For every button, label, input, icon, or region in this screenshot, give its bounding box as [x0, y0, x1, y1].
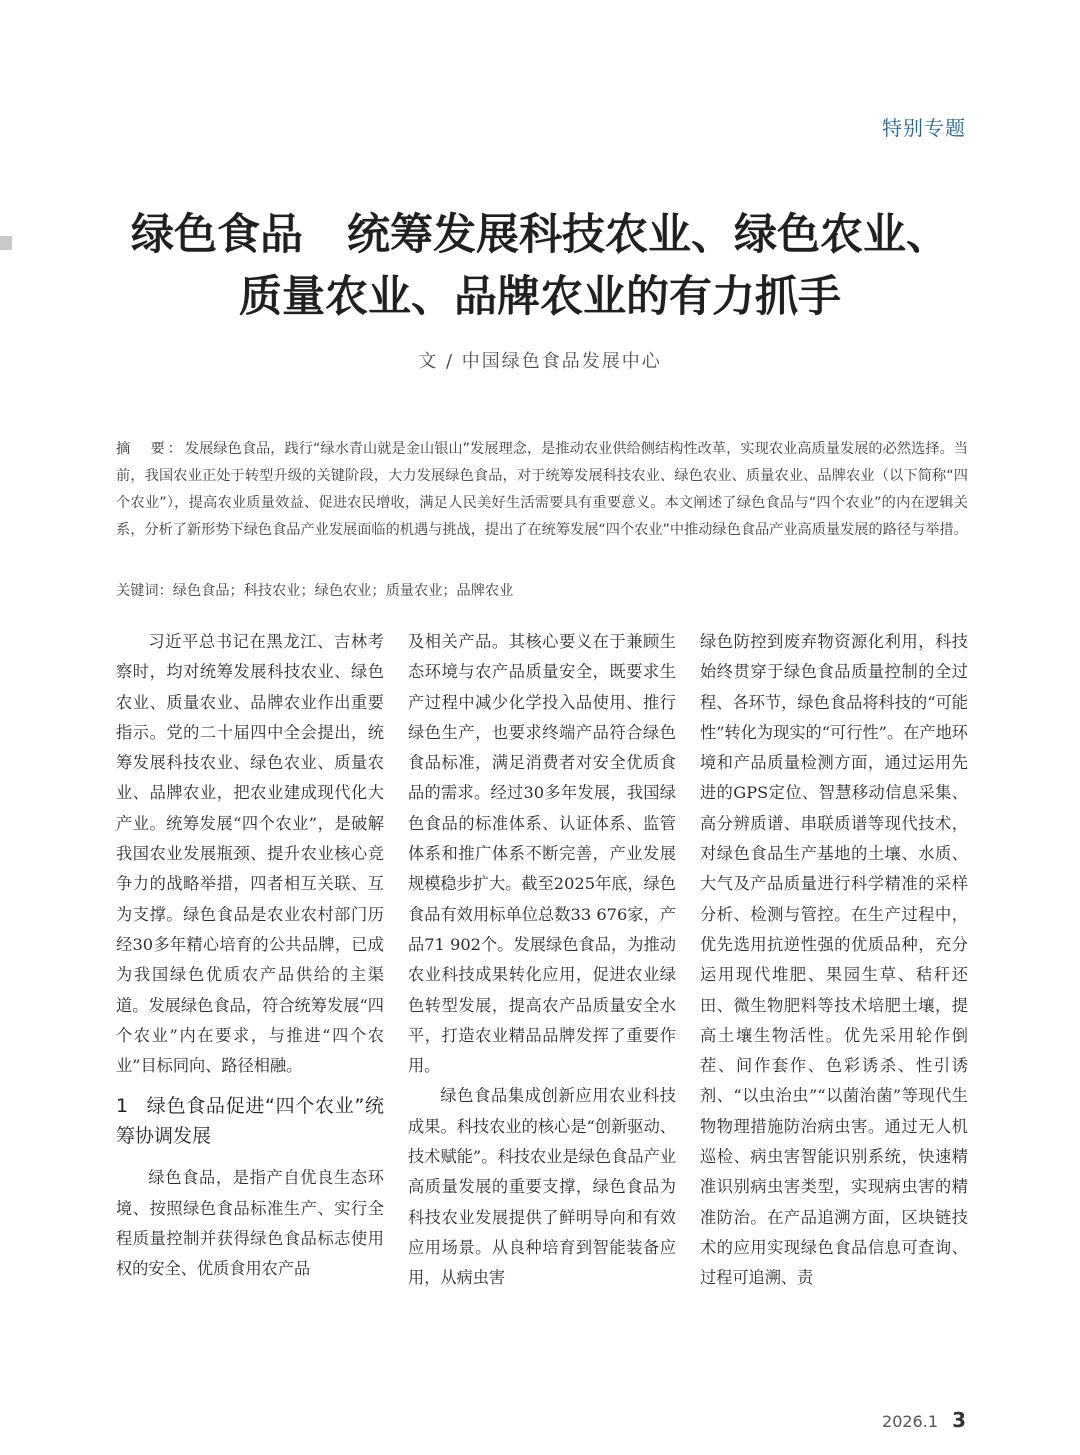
title-lead: 绿色食品	[131, 210, 303, 260]
paragraph: 绿色食品，是指产自优良生态环境、按照绿色食品标准生产、实行全程质量控制并获得绿色食品标志使用权的安全、优质食用农产品	[116, 1168, 384, 1279]
paragraph: 习近平总书记在黑龙江、吉林考察时，均对统筹发展科技农业、绿色农业、质量农业、品牌农业作出重要指示。党的二十届四中全会提出，统筹发展科技农业、绿色农业、质量农业、品牌农业，把农业建成现代化大产业。统筹发展“四个农业”，是破解我国农业发展瓶颈、提升农业核心竞争力的战略举措，四者相互关联、互为支撑。绿色食品是农业农村部门历经30多年精心培育的公共品牌，已成为我国绿色优质农产品供给的主渠道。发展绿色食品，符合统筹发展“四个农业”内在要求，与推进“四个农业”目标同向、路径相融。	[116, 632, 384, 1076]
article-title-line-1	[0, 206, 1080, 264]
keywords-label: 关键词：	[116, 583, 173, 599]
section-tag: 特别专题	[882, 116, 966, 140]
article-title-line-2: 质量农业、品牌农业的有力抓手	[239, 272, 841, 322]
paragraph: 绿色食品集成创新应用农业科技成果。科技农业的核心是“创新驱动、技术赋能”。科技农业是绿色食品产业高质量发展的重要支撑，绿色食品为科技农业发展提供了鲜明导向和有效应用场景。从良种培育到智能装备应用，从病虫害	[408, 1086, 676, 1288]
abstract-label: 摘 要：	[116, 441, 185, 457]
body-column-3	[700, 627, 968, 1294]
abstract	[116, 436, 968, 544]
keywords-text: 绿色食品；科技农业；绿色农业；质量农业；品牌农业	[172, 583, 514, 599]
section-heading	[116, 1091, 384, 1151]
title-main: 统筹发展科技农业、绿色农业、	[347, 210, 949, 260]
section-number: 1	[116, 1095, 129, 1118]
abstract-text: 发展绿色食品，践行“绿水青山就是金山银山”发展理念，是推动农业供给侧结构性改革，实现农业高质量发展的必然选择。当前，我国农业正处于转型升级的关键阶段，大力发展绿色食品，对于统筹发展科技农业、绿色农业、质量农业、品牌农业（以下简称“四个农业”），提高农业质量效益、促进农民增收，满足人民美好生活需要具有重要意义。本文阐述了绿色食品与“四个农业”的内在逻辑关系，分析了新形势下绿色食品产业发展面临的机遇与挑战，提出了在统筹发展“四个农业”中推动绿色食品产业高质量发展的路径与举措。	[116, 441, 968, 538]
paragraph: 绿色防控到废弃物资源化利用，科技始终贯穿于绿色食品质量控制的全过程、各环节，绿色食品将科技的“可能性”转化为现实的“可行性”。在产地环境和产品质量检测方面，通过运用先进的GPS定位、智慧移动信息采集、高分辨质谱、串联质谱等现代技术，对绿色食品生产基地的土壤、水质、大气及产品质量进行科学精准的采样分析、检测与管控。在生产过程中，优先选用抗逆性强的优质品种，充分运用现代堆肥、果园生草、秸秆还田、微生物肥料等技术培肥土壤，提高土壤生物活性。优先采用轮作倒茬、间作套作、色彩诱杀、性引诱剂、“以虫治虫”“以菌治菌”等现代生物物理措施防治病虫害。通过无人机巡检、病虫害智能识别系统，快速精准识别病虫害类型，实现病虫害的精准防治。在产品追溯方面，区块链技术的应用实现绿色食品信息可查询、过程可追溯、责	[700, 632, 968, 1288]
body-column-1	[116, 627, 384, 1285]
keywords	[116, 578, 968, 605]
section-title: 绿色食品促进“四个农业”统筹协调发展	[116, 1095, 384, 1148]
issue-number: 2026.1	[882, 1412, 938, 1431]
byline: 文 / 中国绿色食品发展中心	[418, 351, 662, 372]
body-column-2	[408, 627, 676, 1294]
page-number: 3	[952, 1408, 966, 1432]
paragraph: 及相关产品。其核心要义在于兼顾生态环境与农产品质量安全，既要求生产过程中减少化学投入品使用、推行绿色生产，也要求终端产品符合绿色食品标准，满足消费者对安全优质食品的需求。经过30多年发展，我国绿色食品的标准体系、认证体系、监管体系和推广体系不断完善，产业发展规模稳步扩大。截至2025年底，绿色食品有效用标单位总数33 676家，产品71 902个。发展绿色食品，为推动农业科技成果转化应用，促进农业绿色转型发展，提高农产品质量安全水平，打造农业精品品牌发挥了重要作用。	[408, 632, 676, 1076]
